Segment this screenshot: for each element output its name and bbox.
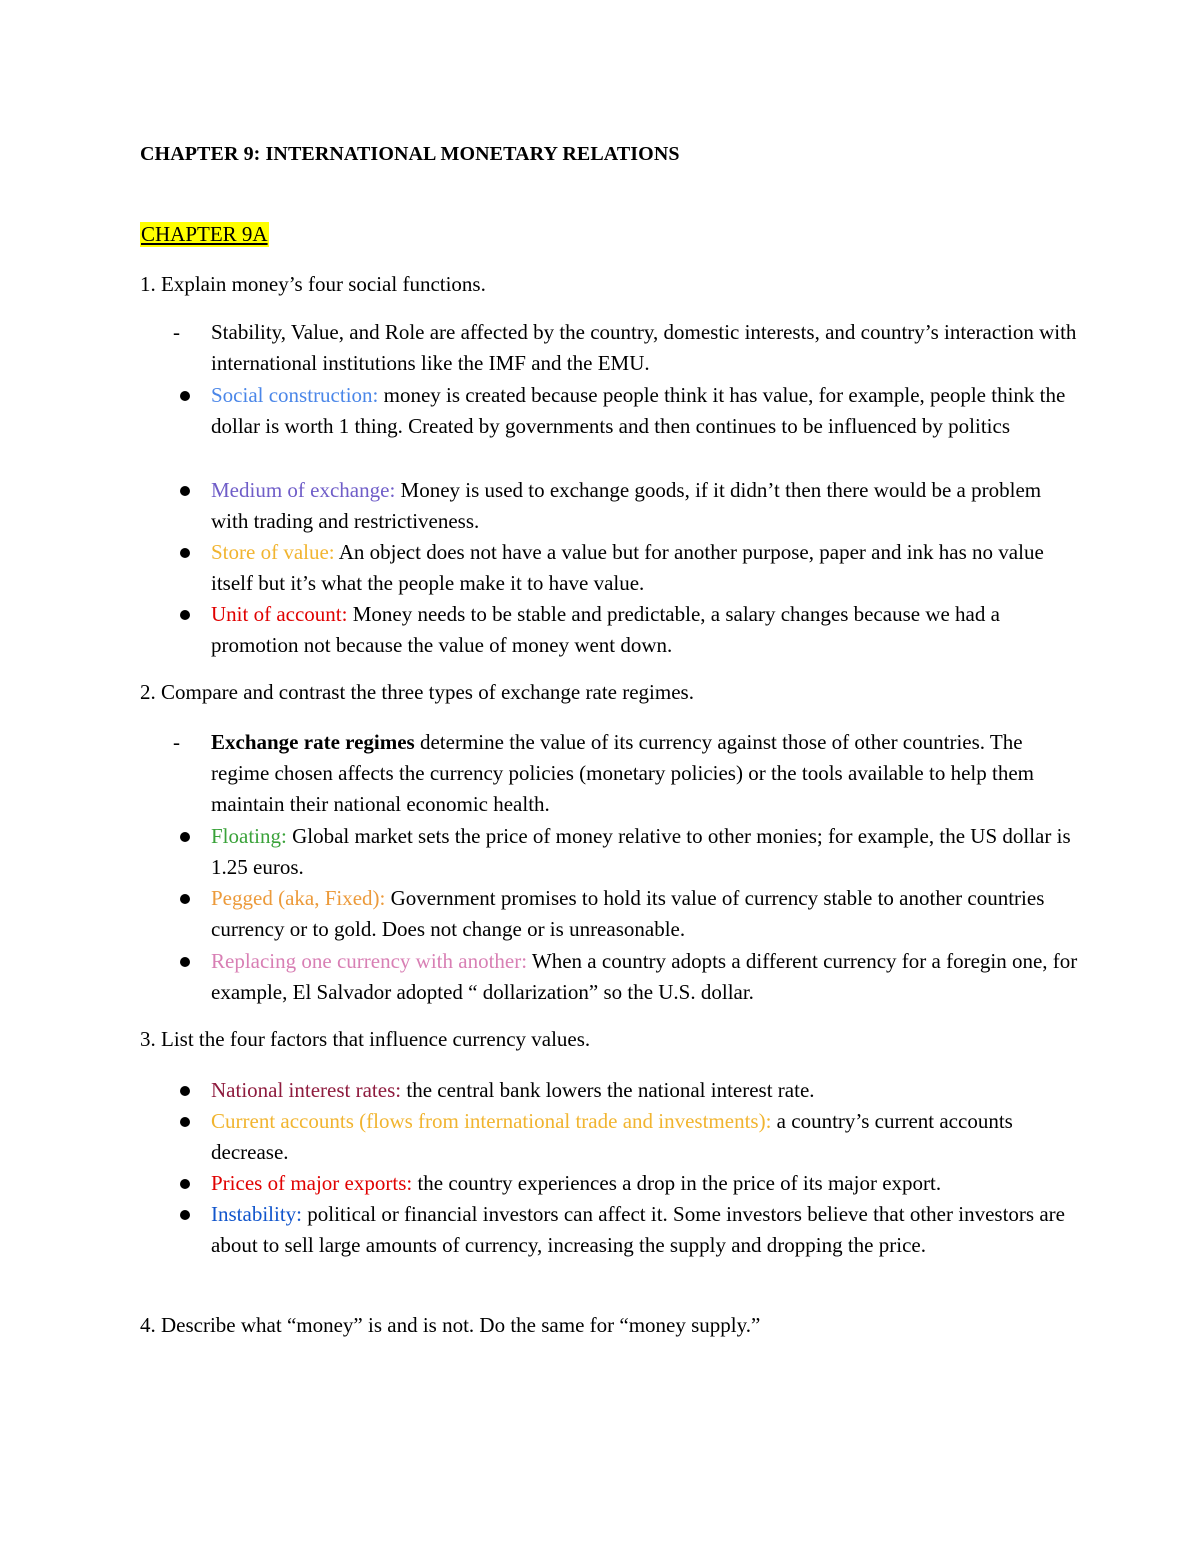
q1-item-store-of-value (211, 537, 1081, 599)
definition: a country’s current accounts decrease. (211, 1109, 1013, 1164)
bullet-icon (180, 486, 190, 496)
document-title: CHAPTER 9: INTERNATIONAL MONETARY RELATIONS (140, 143, 680, 165)
definition: Global market sets the price of money relative to other monies; for example, the US dollar is 1.25 euros. (211, 824, 1071, 879)
term: Prices of major exports: (211, 1171, 413, 1195)
q3-item-current-accounts (211, 1106, 1081, 1168)
term: Social construction: (211, 383, 379, 407)
definition: An object does not have a value but for another purpose, paper and ink has no value itself but it’s what the people make it to have value. (211, 540, 1044, 595)
dash-marker: - (173, 320, 180, 344)
term: Replacing one currency with another: (211, 949, 528, 973)
q2-item-replacing-currency (211, 946, 1081, 1008)
q1-item-social-construction (211, 380, 1081, 442)
dash-marker: - (173, 730, 180, 754)
question-4: 4. Describe what “money” is and is not. Do the same for “money supply.” (140, 1313, 761, 1337)
intro-term: Exchange rate regimes (211, 730, 415, 754)
q3-item-instability (211, 1199, 1081, 1261)
term: Current accounts (flows from international trade and investments): (211, 1109, 772, 1133)
term: Store of value: (211, 540, 335, 564)
question-3: 3. List the four factors that influence currency values. (140, 1027, 591, 1051)
term: Instability: (211, 1202, 302, 1226)
q2-item-floating (211, 821, 1081, 883)
chapter-subheading: CHAPTER 9A (141, 222, 268, 246)
question-2: 2. Compare and contrast the three types of exchange rate regimes. (140, 680, 694, 704)
bullet-icon (180, 1117, 190, 1127)
term: Medium of exchange: (211, 478, 396, 502)
bullet-icon (180, 391, 190, 401)
definition: political or financial investors can affect it. Some investors believe that other investors are about to sell large amounts of currency, increasing the supply and dropping the price. (211, 1202, 1065, 1257)
term: Pegged (aka, Fixed): (211, 886, 386, 910)
q1-item-medium-of-exchange (211, 475, 1081, 537)
bullet-icon (180, 957, 190, 967)
q2-intro (211, 727, 1081, 820)
q1-item-unit-of-account (211, 599, 1081, 661)
bullet-icon (180, 1179, 190, 1189)
bullet-icon (180, 548, 190, 558)
definition: money is created because people think it has value, for example, people think the dollar is worth 1 thing. Created by governments and then continues to be influenced by politics (211, 383, 1066, 438)
term: Floating: (211, 824, 287, 848)
bullet-icon (180, 894, 190, 904)
term: National interest rates: (211, 1078, 402, 1102)
definition: the country experiences a drop in the price of its major export. (412, 1171, 942, 1195)
term: Unit of account: (211, 602, 348, 626)
question-1: 1. Explain money’s four social functions. (140, 272, 486, 296)
intro-text: determine the value of its currency against those of other countries. The regime chosen affects the currency policies (monetary policies) or the tools available to help them maintain their national economic health. (211, 730, 1034, 816)
definition: When a country adopts a different currency for a foregin one, for example, El Salvador adopted “ dollarization” so the U.S. dollar. (211, 949, 1078, 1004)
q3-item-major-exports (211, 1168, 1081, 1199)
bullet-icon (180, 1210, 190, 1220)
bullet-icon (180, 832, 190, 842)
bullet-icon (180, 1086, 190, 1096)
definition: Money is used to exchange goods, if it didn’t then there would be a problem with trading and restrictiveness. (211, 478, 1042, 533)
definition: Money needs to be stable and predictable, a salary changes because we had a promotion not because the value of money went down. (211, 602, 1000, 657)
definition: the central bank lowers the national interest rate. (401, 1078, 815, 1102)
q2-item-pegged (211, 883, 1081, 945)
definition: Government promises to hold its value of currency stable to another countries currency or to gold. Does not change or is unreasonable. (211, 886, 1045, 941)
bullet-icon (180, 610, 190, 620)
q1-intro: Stability, Value, and Role are affected by the country, domestic interests, and country’s interaction with international institutions like the IMF and the EMU. (211, 320, 1077, 375)
q3-item-interest-rates (211, 1075, 1081, 1106)
